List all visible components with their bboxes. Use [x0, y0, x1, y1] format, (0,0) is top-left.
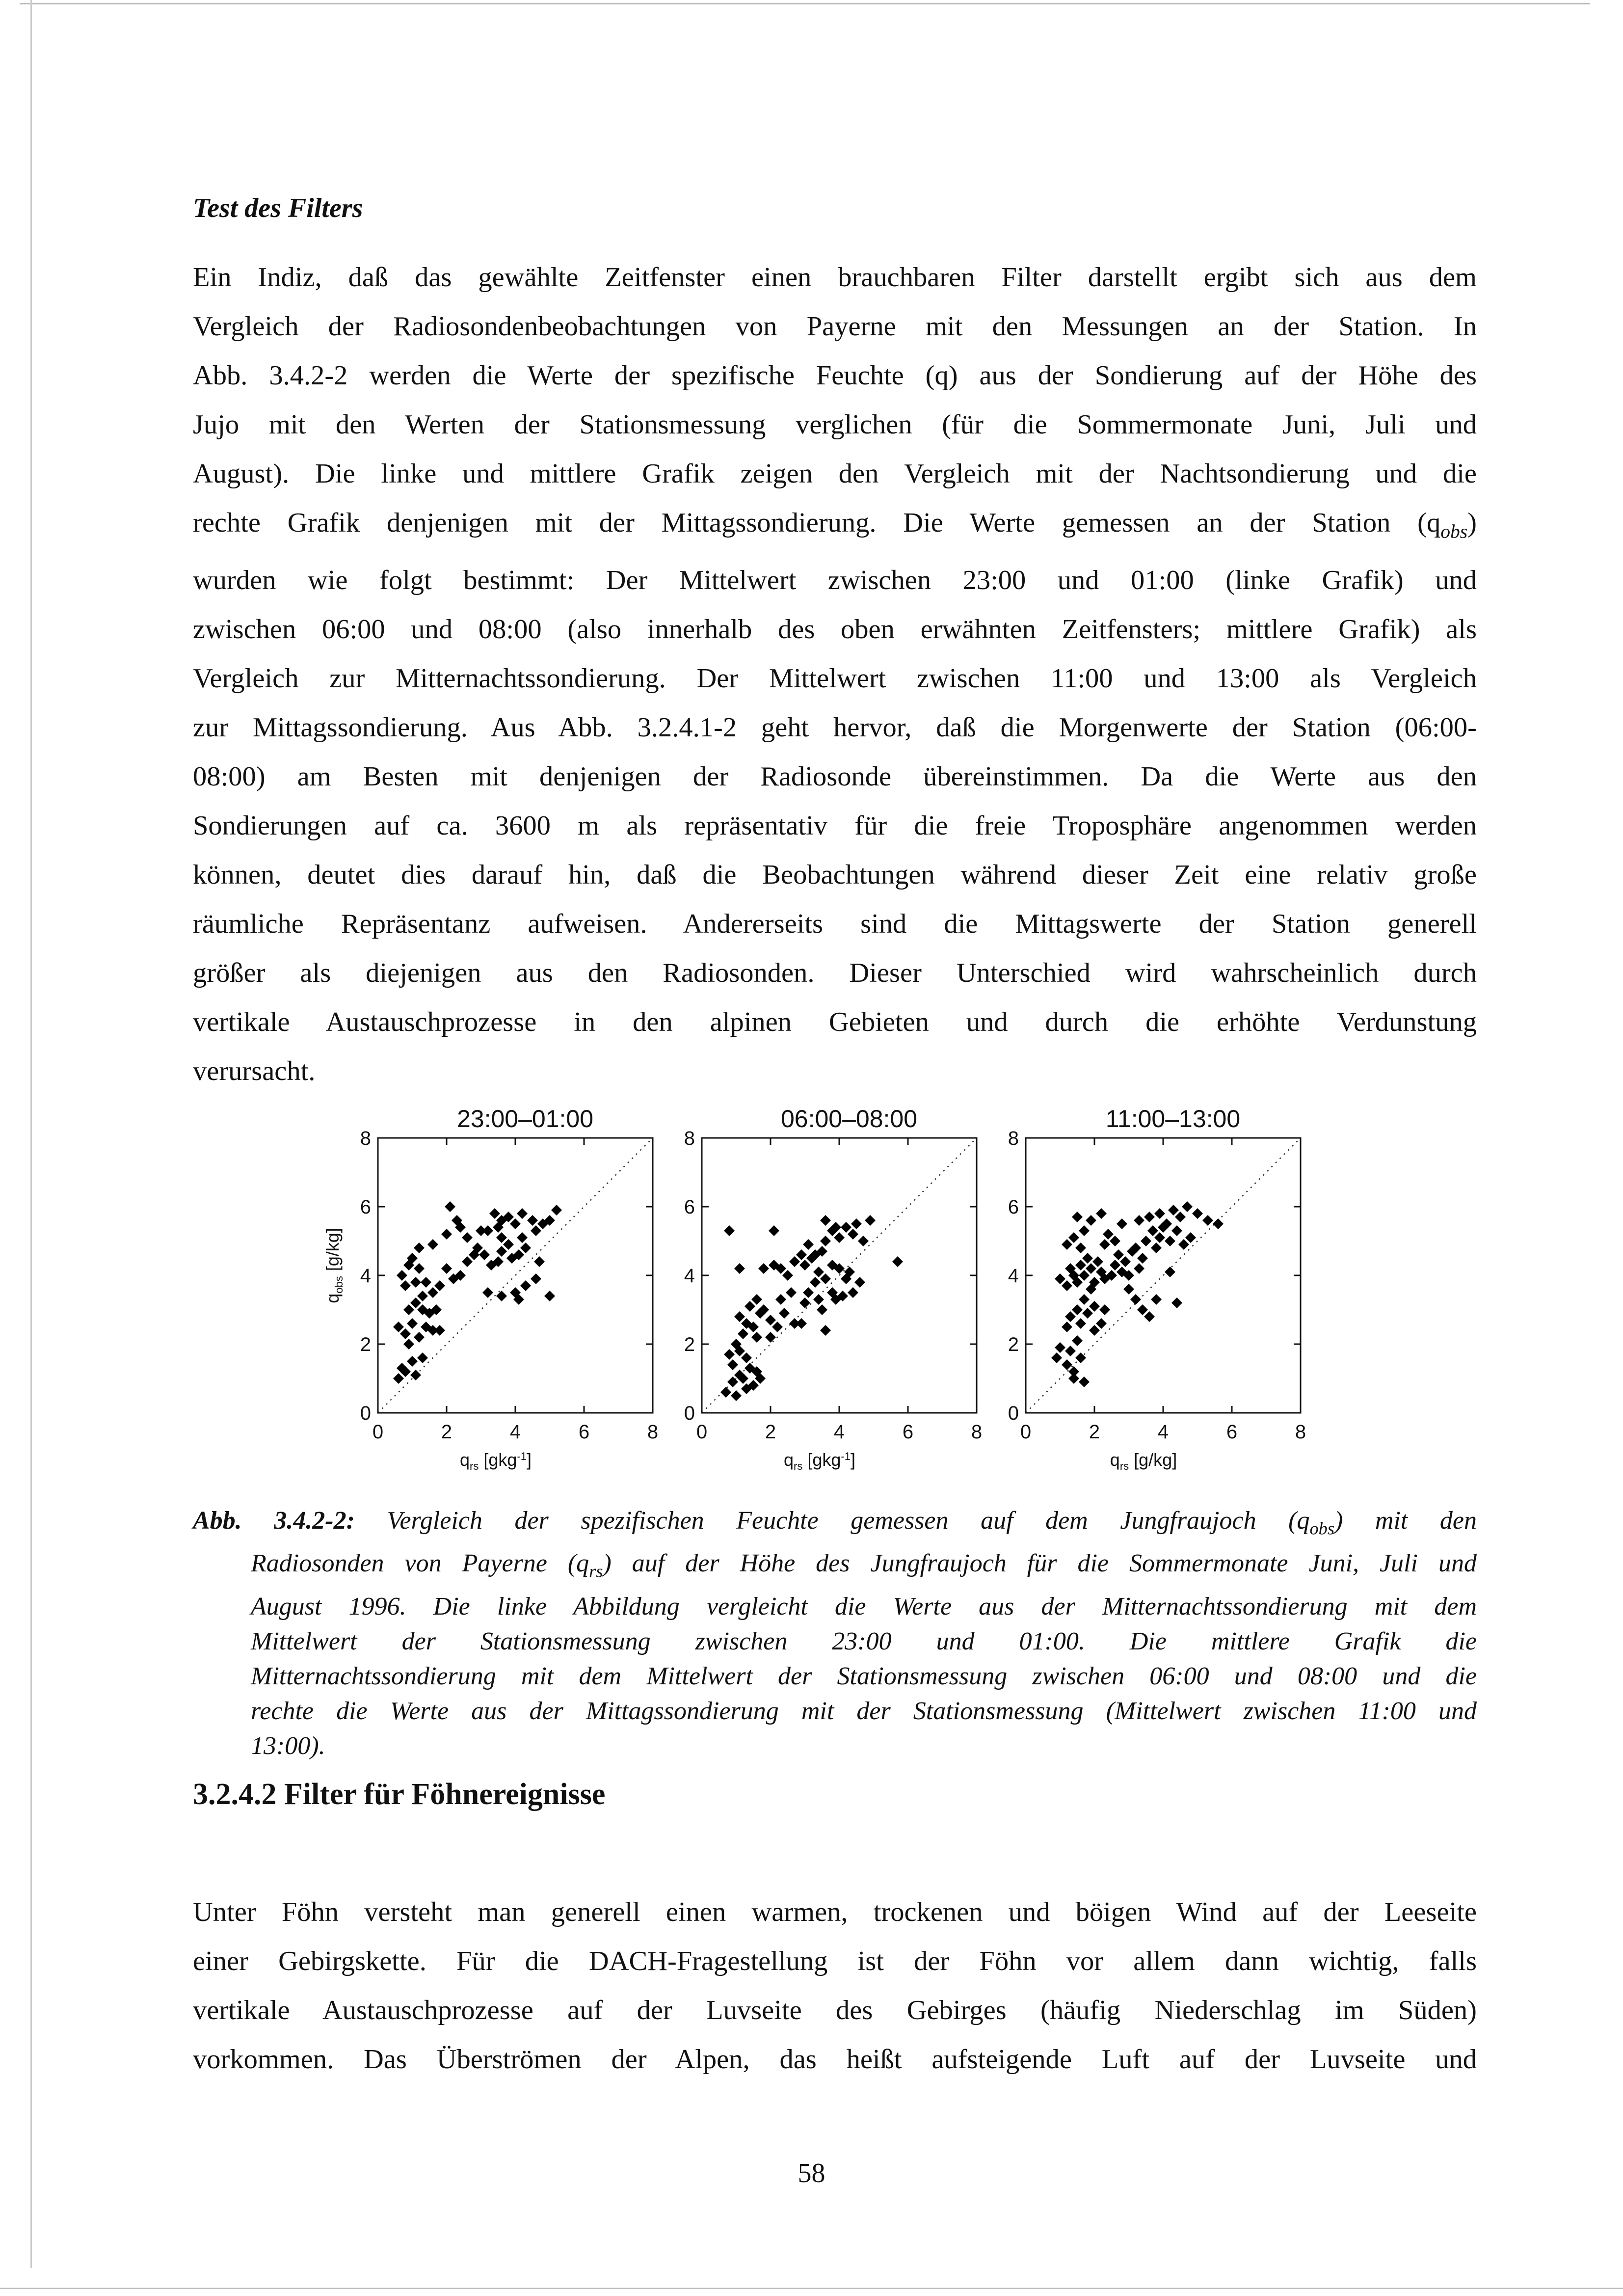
- y-tick-label: 6: [684, 1196, 695, 1218]
- data-point: [1120, 1256, 1131, 1267]
- data-point: [1154, 1232, 1165, 1243]
- paragraph-line: Vergleich zur Mitternachtssondierung. Der Mittelwert zwischen 11:00 und 13:00 als Vergleich: [193, 663, 1477, 694]
- paragraph-line: können, deutet dies darauf hin, daß die Beobachtungen während dieser Zeit eine relativ große: [193, 860, 1477, 891]
- data-point: [758, 1263, 769, 1274]
- data-point: [479, 1249, 490, 1260]
- x-tick-label: 4: [833, 1421, 845, 1443]
- x-tick-label: 6: [902, 1421, 914, 1443]
- data-point: [482, 1287, 493, 1298]
- x-tick-label: 0: [1020, 1421, 1032, 1443]
- data-point: [517, 1232, 528, 1243]
- data-point: [407, 1318, 418, 1329]
- data-point: [1151, 1243, 1162, 1253]
- data-point: [751, 1294, 762, 1305]
- data-point: [1147, 1225, 1158, 1236]
- data-point: [851, 1218, 862, 1229]
- data-point: [1134, 1263, 1144, 1274]
- y-tick-label: 8: [684, 1128, 695, 1149]
- data-point: [810, 1277, 821, 1288]
- data-point: [779, 1308, 790, 1319]
- data-point: [1072, 1304, 1083, 1315]
- caption-line: August 1996. Die linke Abbildung vergleicht die Werte aus der Mitternachtssondierung mit dem: [251, 1592, 1477, 1621]
- chart-title: 11:00–13:00: [1105, 1105, 1241, 1133]
- y-tick-label: 4: [1008, 1265, 1019, 1287]
- data-point: [1096, 1208, 1107, 1219]
- y-tick-label: 0: [1008, 1403, 1019, 1424]
- x-tick-label: 8: [1295, 1421, 1306, 1443]
- y-tick-label: 6: [360, 1196, 371, 1218]
- data-point: [727, 1359, 738, 1370]
- caption-line: 13:00).: [251, 1731, 325, 1760]
- x-tick-label: 2: [441, 1421, 452, 1443]
- one-to-one-line: [702, 1138, 977, 1413]
- data-point: [410, 1297, 421, 1308]
- scatter-panel-noon: [1008, 1105, 1306, 1472]
- data-point: [427, 1287, 438, 1298]
- paragraph-line: vertikale Austauschprozesse in den alpinen Gebieten und durch die erhöhte Verdunstung: [193, 1007, 1477, 1038]
- caption-line: Mittelwert der Stationsmessung zwischen 23:00 und 01:00. Die mittlere Grafik die: [251, 1627, 1477, 1655]
- data-point: [531, 1225, 541, 1236]
- caption-text: Vergleich der spezifischen Feuchte gemessen auf dem Jungfraujoch (q: [387, 1507, 1310, 1535]
- data-point: [799, 1260, 810, 1270]
- x-tick-label: 6: [578, 1421, 590, 1443]
- caption-text: ) mit den: [1334, 1507, 1477, 1535]
- page-number: 58: [798, 2158, 825, 2188]
- data-point: [765, 1315, 776, 1325]
- paragraph-line: einer Gebirgskette. Für die DACH-Fragestellung ist der Föhn vor allem dann wichtig, falls: [193, 1946, 1477, 1976]
- data-point: [496, 1246, 507, 1257]
- paragraph-line: verursacht.: [193, 1056, 316, 1087]
- paragraph-line: größer als diejenigen aus den Radiosonden. Dieser Unterschied wird wahrscheinlich durch: [193, 958, 1477, 989]
- data-point: [1089, 1325, 1100, 1336]
- data-point: [1213, 1218, 1224, 1229]
- data-point: [1082, 1253, 1093, 1264]
- data-point: [724, 1225, 735, 1236]
- y-tick-label: 4: [360, 1265, 371, 1287]
- one-to-one-line: [1026, 1138, 1301, 1413]
- data-point: [482, 1225, 493, 1236]
- data-point: [734, 1311, 745, 1322]
- data-point: [1137, 1253, 1148, 1264]
- paragraph-line: zur Mittagssondierung. Aus Abb. 3.2.4.1-2 geht hervor, daß die Morgenwerte der Station (06:00-: [193, 712, 1477, 743]
- data-point: [1075, 1260, 1086, 1270]
- data-point: [775, 1294, 786, 1305]
- data-point: [1089, 1301, 1100, 1312]
- data-point: [1144, 1311, 1155, 1322]
- data-point: [393, 1373, 404, 1384]
- data-point: [1086, 1215, 1096, 1226]
- paragraph-line: räumliche Repräsentanz aufweisen. Andererseits sind die Mittagswerte der Station generell: [193, 909, 1477, 940]
- data-point: [1055, 1342, 1065, 1353]
- data-point: [1099, 1304, 1110, 1315]
- paragraph-line: vertikale Austauschprozesse auf der Luvseite des Gebirges (häufig Niederschlag im Süden): [193, 1995, 1477, 2026]
- data-point: [1075, 1318, 1086, 1329]
- chart-title: 23:00–01:00: [456, 1105, 594, 1133]
- y-tick-label: 8: [360, 1128, 371, 1149]
- data-point: [1079, 1377, 1090, 1387]
- data-point: [1103, 1229, 1114, 1240]
- qobs-close: ): [1467, 508, 1477, 538]
- data-point: [1062, 1322, 1072, 1332]
- paragraph-line: Sondierungen auf ca. 3600 m als repräsentativ für die freie Troposphäre angenommen werden: [193, 810, 1477, 841]
- data-point: [1075, 1243, 1086, 1253]
- data-point: [720, 1387, 731, 1398]
- data-point: [817, 1304, 827, 1315]
- data-point: [1072, 1335, 1083, 1346]
- data-point: [1065, 1346, 1076, 1356]
- data-point: [858, 1236, 869, 1246]
- data-point: [848, 1287, 858, 1298]
- paragraph-2: [193, 1888, 1477, 2084]
- data-point: [534, 1256, 545, 1267]
- data-point: [799, 1297, 810, 1308]
- caption-subscript: rs: [589, 1561, 603, 1581]
- data-point: [403, 1304, 414, 1315]
- data-point: [531, 1273, 541, 1284]
- data-point: [393, 1322, 404, 1332]
- data-point: [1062, 1280, 1072, 1291]
- data-point: [421, 1277, 431, 1288]
- caption-subscript: obs: [1309, 1518, 1335, 1539]
- data-point: [727, 1377, 738, 1387]
- data-point: [1113, 1249, 1124, 1260]
- data-point: [544, 1291, 555, 1301]
- data-point: [403, 1339, 414, 1350]
- caption-line-1: [193, 1503, 1477, 1546]
- data-point: [796, 1318, 807, 1329]
- data-point: [1079, 1270, 1090, 1281]
- y-axis-label: $q_{obs}$ [g/kg]: [322, 1228, 345, 1303]
- data-point: [796, 1249, 807, 1260]
- data-point: [1096, 1318, 1107, 1329]
- data-point: [820, 1236, 831, 1246]
- data-point: [1154, 1208, 1165, 1219]
- data-point: [1082, 1308, 1093, 1319]
- data-point: [1079, 1225, 1090, 1236]
- paragraph-line: wurden wie folgt bestimmt: Der Mittelwert zwischen 23:00 und 01:00 (linke Grafik) und: [193, 565, 1477, 596]
- data-point: [517, 1208, 528, 1219]
- data-point: [1165, 1267, 1175, 1277]
- data-point: [1151, 1294, 1162, 1305]
- paragraph-line: zwischen 06:00 und 08:00 (also innerhalb des oben erwähnten Zeitfensters; mittlere Grafik) als: [193, 614, 1477, 645]
- y-tick-label: 2: [684, 1334, 695, 1355]
- data-point: [1086, 1263, 1096, 1274]
- caption-line-2: [193, 1546, 1477, 1589]
- paragraph-line: Abb. 3.4.2-2 werden die Werte der spezifische Feuchte (q) aus der Sondierung auf der Höhe des: [193, 360, 1477, 391]
- data-point: [510, 1218, 521, 1229]
- paragraph-line: vorkommen. Das Überströmen der Alpen, das heißt aufsteigende Luft auf der Luvseite und: [193, 2044, 1477, 2075]
- x-tick-label: 8: [647, 1421, 659, 1443]
- data-point: [841, 1222, 851, 1233]
- data-point: [520, 1280, 531, 1291]
- data-point: [400, 1280, 411, 1291]
- paragraph-line: August). Die linke und mittlere Grafik zeigen den Vergleich mit der Nachtsondierung und die: [193, 459, 1477, 489]
- data-point: [854, 1277, 865, 1288]
- x-tick-label: 0: [696, 1421, 708, 1443]
- data-point: [786, 1287, 797, 1298]
- data-point: [741, 1352, 752, 1363]
- data-point: [1068, 1373, 1079, 1384]
- data-point: [892, 1256, 903, 1267]
- data-point: [417, 1352, 428, 1363]
- data-point: [462, 1256, 473, 1267]
- caption-line: Mitternachtssondierung mit dem Mittelwert der Stationsmessung zwischen 06:00 und 08:00 und die: [251, 1662, 1477, 1690]
- x-tick-label: 8: [971, 1421, 983, 1443]
- data-point: [1171, 1297, 1182, 1308]
- data-point: [1092, 1256, 1103, 1267]
- data-point: [1144, 1212, 1155, 1222]
- data-point: [489, 1208, 500, 1219]
- data-point: [738, 1328, 748, 1339]
- data-point: [1117, 1218, 1127, 1229]
- x-tick-label: 2: [1089, 1421, 1100, 1443]
- data-point: [1099, 1239, 1110, 1250]
- data-point: [724, 1349, 735, 1360]
- scatter-panel-morning: [684, 1105, 982, 1472]
- data-point: [1165, 1236, 1175, 1246]
- data-point: [397, 1270, 407, 1281]
- data-point: [1051, 1352, 1062, 1363]
- data-point: [803, 1239, 814, 1250]
- data-point: [520, 1243, 531, 1253]
- data-point: [1110, 1236, 1120, 1246]
- data-point: [765, 1332, 776, 1343]
- data-point: [527, 1215, 538, 1226]
- y-tick-label: 0: [684, 1403, 695, 1424]
- data-point: [414, 1332, 425, 1343]
- chart-title: 06:00–08:00: [780, 1105, 918, 1133]
- y-tick-label: 2: [1008, 1334, 1019, 1355]
- data-point: [1062, 1359, 1072, 1370]
- data-point: [434, 1280, 445, 1291]
- data-point: [1202, 1215, 1213, 1226]
- data-point: [865, 1215, 876, 1226]
- data-point: [1141, 1236, 1151, 1246]
- data-point: [1110, 1260, 1120, 1270]
- data-point: [410, 1277, 421, 1288]
- data-point: [1171, 1225, 1182, 1236]
- data-point: [1137, 1304, 1148, 1315]
- data-point: [1062, 1239, 1072, 1250]
- paragraph-line: Unter Föhn versteht man generell einen warmen, trockenen und böigen Wind auf der Leeseite: [193, 1897, 1477, 1927]
- qobs-subscript: obs: [1440, 520, 1468, 542]
- y-tick-label: 6: [1008, 1196, 1019, 1218]
- data-point: [1182, 1201, 1193, 1212]
- section-title: 3.2.4.2 Filter für Föhnereignisse: [193, 1778, 606, 1811]
- x-axis-label: $q_{rs}$ [g/kg]: [1110, 1450, 1177, 1472]
- x-axis-label: $q_{rs}$ [gkg$^{-1}$]: [460, 1450, 532, 1472]
- data-point: [769, 1225, 779, 1236]
- data-point: [782, 1270, 793, 1281]
- y-tick-label: 0: [360, 1403, 371, 1424]
- data-point: [789, 1256, 800, 1267]
- bottom-scan-edge: [0, 2288, 1623, 2289]
- data-point: [1168, 1205, 1179, 1216]
- data-point: [496, 1232, 507, 1243]
- data-point: [434, 1325, 445, 1336]
- data-point: [772, 1322, 783, 1332]
- x-tick-label: 4: [509, 1421, 521, 1443]
- data-point: [496, 1291, 507, 1301]
- one-to-one-line: [378, 1138, 653, 1413]
- data-point: [813, 1294, 824, 1305]
- data-point: [1185, 1232, 1196, 1243]
- data-point: [414, 1243, 425, 1253]
- data-point: [1123, 1284, 1134, 1295]
- caption-line: rechte die Werte aus der Mittagssondierung mit der Stationsmessung (Mittelwert zwischen 11:00 und: [251, 1697, 1477, 1725]
- data-point: [1178, 1239, 1189, 1250]
- data-point: [848, 1229, 858, 1240]
- data-point: [731, 1390, 742, 1401]
- caption-text: ) auf der Höhe des Jungfraujoch für die Sommermonate Juni, Juli und: [603, 1549, 1477, 1578]
- y-tick-label: 4: [684, 1265, 695, 1287]
- paragraph-line: Vergleich der Radiosondenbeobachtungen von Payerne mit den Messungen an der Station. In: [193, 311, 1477, 342]
- data-point: [803, 1287, 814, 1298]
- data-point: [820, 1325, 831, 1336]
- data-point: [1134, 1215, 1144, 1226]
- scatter-panel-midnight: [322, 1105, 658, 1472]
- x-tick-label: 6: [1226, 1421, 1238, 1443]
- data-point: [834, 1232, 845, 1243]
- paragraph-line: Jujo mit den Werten der Stationsmessung verglichen (für die Sommermonate Juni, Juli und: [193, 409, 1477, 440]
- data-point: [1068, 1232, 1079, 1243]
- data-point: [734, 1263, 745, 1274]
- data-point: [751, 1332, 762, 1343]
- data-point: [414, 1263, 425, 1274]
- data-point: [820, 1215, 831, 1226]
- caption-text: Radiosonden von Payerne (q: [251, 1549, 589, 1578]
- y-tick-label: 8: [1008, 1128, 1019, 1149]
- data-point: [1055, 1273, 1065, 1284]
- data-point: [745, 1301, 755, 1312]
- data-point: [462, 1232, 473, 1243]
- paragraph-line: Ein Indiz, daß das gewählte Zeitfenster einen brauchbaren Filter darstellt ergibt sich aus dem: [193, 262, 1477, 293]
- data-point: [1072, 1212, 1083, 1222]
- paragraph-line: 08:00) am Besten mit denjenigen der Radiosonde übereinstimmen. Da die Werte aus den: [193, 761, 1477, 792]
- data-point: [407, 1356, 418, 1367]
- y-tick-label: 2: [360, 1334, 371, 1355]
- data-point: [1130, 1294, 1141, 1305]
- data-point: [503, 1239, 514, 1250]
- data-point: [441, 1263, 452, 1274]
- data-point: [551, 1205, 562, 1216]
- x-axis-label: $q_{rs}$ [gkg$^{-1}$]: [784, 1450, 855, 1472]
- caption-label: Abb. 3.4.2-2:: [193, 1507, 355, 1535]
- data-point: [1079, 1294, 1090, 1305]
- x-tick-label: 0: [372, 1421, 384, 1443]
- data-point: [813, 1267, 824, 1277]
- data-point: [417, 1291, 428, 1301]
- data-point: [441, 1229, 452, 1240]
- data-point: [1175, 1212, 1186, 1222]
- data-point: [427, 1239, 438, 1250]
- paragraph-text: rechte Grafik denjenigen mit der Mittagssondierung. Die Werte gemessen an der Station (q: [193, 508, 1441, 538]
- subsection-heading: Test des Filters: [193, 193, 363, 223]
- data-point: [1065, 1311, 1076, 1322]
- x-tick-label: 4: [1157, 1421, 1169, 1443]
- x-tick-label: 2: [765, 1421, 776, 1443]
- figure-caption: [193, 1503, 1477, 1763]
- data-point: [400, 1328, 411, 1339]
- data-point: [445, 1201, 455, 1212]
- data-point: [1192, 1208, 1203, 1219]
- data-point: [820, 1273, 831, 1284]
